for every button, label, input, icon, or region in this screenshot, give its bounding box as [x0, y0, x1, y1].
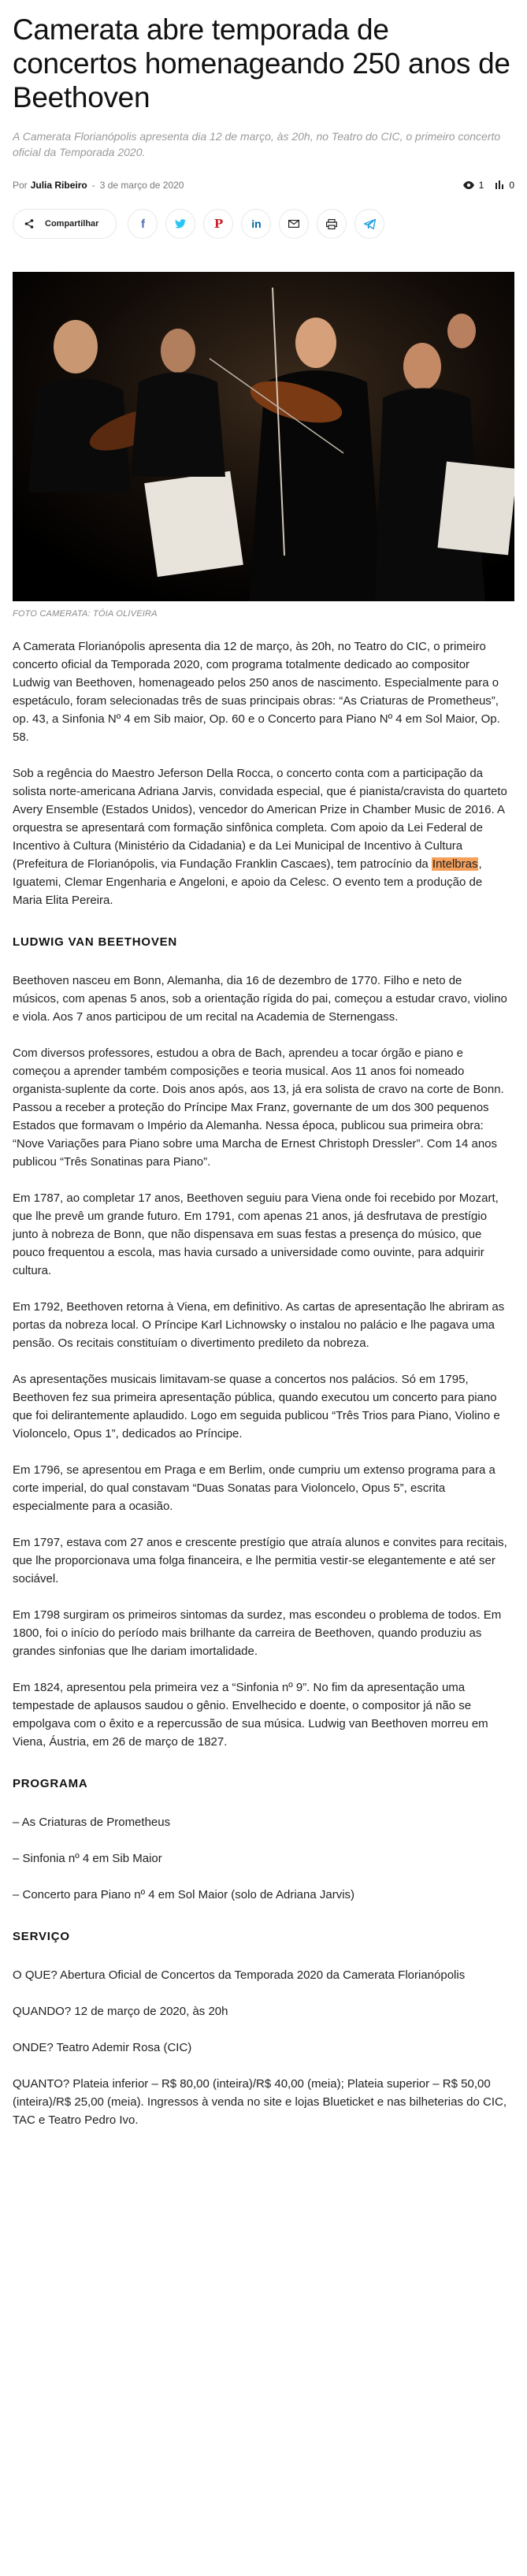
sponsor-link-intelbras[interactable]: Intelbras — [432, 857, 478, 871]
paragraph: Em 1824, apresentou pela primeira vez a “Sinfonia nº 9”. No fim da apresentação uma tempestade de aplausos saudou o gênio. Envelhecido e doente, o compositor já não se empolgava com o êxito e a repercussão de sua música. Ludwig van Beethoven morreu em Viena, Áustria, em 26 de março de 1827. — [13, 1681, 488, 1749]
section-heading-servico: SERVIÇO — [13, 1930, 70, 1943]
article-meta — [13, 177, 514, 193]
share-button[interactable] — [13, 209, 117, 239]
service-item: QUANTO? Plateia inferior – R$ 80,00 (inteira)/R$ 40,00 (meia); Plateia superior – R$ 50,00 (inteira)/R$ 25,00 (meia). Ingressos à venda no site e lojas Blueticket e nas bilheterias do CIC, TAC e Teatro Pedro Ivo. — [13, 2077, 507, 2127]
paragraph: Em 1792, Beethoven retorna à Viena, em definitivo. As cartas de apresentação lhe abriram as portas da nobreza local. O Príncipe Karl Lichnowsky o instalou no palácio e lhe pagava uma pensão. Os recitais constituíam o divertimento predileto da nobreza. — [13, 1300, 505, 1350]
paragraph: Em 1797, estava com 27 anos e crescente prestígio que atraía alunos e convites para recitais, que lhe proporcionava uma folga financeira, e lhe permitia vestir-se elegantemente e até ser sociável. — [13, 1536, 507, 1585]
share-twitter-button[interactable] — [165, 209, 195, 239]
article-stats — [463, 180, 514, 191]
share-facebook-button[interactable] — [128, 209, 158, 239]
comments-count: 0 — [509, 180, 514, 191]
share-email-button[interactable] — [279, 209, 309, 239]
paragraph-sponsors — [13, 764, 510, 909]
share-pinterest-button[interactable] — [203, 209, 233, 239]
linkedin-icon: in — [251, 217, 262, 230]
paragraph: Em 1798 surgiram os primeiros sintomas da surdez, mas escondeu o problema de todos. Em 1800, foi o início do período mais brilhante da carreira de Beethoven, quando produziu as grandes sinfonias que lhe dariam imortalidade. — [13, 1608, 502, 1658]
eye-icon — [463, 181, 474, 189]
author-link[interactable]: Julia Ribeiro — [30, 180, 87, 191]
paragraph-text: , Iguatemi, Clemar Engenharia e Angeloni, e apoio da Celesc. O evento tem a produção de Maria Elita Pereira. — [13, 857, 483, 907]
article-photo — [13, 272, 514, 601]
paragraph: Em 1796, se apresentou em Praga e em Berlim, onde cumpriu um extenso programa para a corte imperial, do qual constavam “Duas Sonatas para Violoncelo, Opus 5”, escrita especialmente para a ocasião. — [13, 1463, 495, 1513]
paragraph: A Camerata Florianópolis apresenta dia 12 de março, às 20h, no Teatro do CIC, o primeiro concerto oficial da Temporada 2020, com programa totalmente dedicado ao compositor Ludwig van Beethoven, homenageado pelos 250 anos de nascimento. Especialmente para o espetáculo, foram selecionadas três de suas principais obras: “As Criaturas de Prometheus”, op. 43, a Sinfonia Nº 4 em Sib maior, Op. 60 e o Concerto para Piano Nº 4 em Sol Maior, Op. 58. — [13, 640, 500, 744]
paragraph: Beethoven nasceu em Bonn, Alemanha, dia 16 de dezembro de 1770. Filho e neto de músicos, com apenas 5 anos, sob a orientação rígida do pai, começou a estudar cravo, violino e viola. Aos 7 anos participou de um recital na Academia de Sternengass. — [13, 974, 507, 1024]
pinterest-icon: P — [213, 217, 224, 231]
orchestra-photo-illustration — [13, 272, 514, 601]
program-item: – Concerto para Piano nº 4 em Sol Maior (solo de Adriana Jarvis) — [13, 1888, 355, 1901]
program-item: – As Criaturas de Prometheus — [13, 1816, 171, 1829]
article-subtitle: A Camerata Florianópolis apresenta dia 12 de março, às 20h, no Teatro do CIC, o primeiro concerto oficial da Temporada 2020. — [13, 130, 501, 158]
share-telegram-button[interactable] — [354, 209, 384, 239]
share-print-button[interactable] — [317, 209, 347, 239]
service-item: ONDE? Teatro Ademir Rosa (CIC) — [13, 2041, 192, 2054]
comments-stat[interactable] — [495, 180, 514, 191]
paragraph: As apresentações musicais limitavam-se quase a concertos nos palácios. Só em 1795, Beethoven fez sua primeira apresentação pública, quando executou um concerto para piano que foi delirantemente aplaudido. Logo em seguida publicou “Três Trios para Piano, Violino e Violoncelo, Opus 1”, dedicados ao Príncipe. — [13, 1373, 500, 1440]
photo-caption: FOTO CAMERATA: TÓIA OLIVEIRA — [13, 609, 158, 619]
paragraph-text: Sob a regência do Maestro Jeferson Della Rocca, o concerto conta com a participação da solista norte-americana Adriana Jarvis, convidada especial, que é pianista/cravista do quarteto Avery Ensemble (Estados Unidos), vencedor do American Prize in Chamber Music de 2016. A orquestra se apresentará com formação sinfônica completa. Com apoio da Lei Federal de Incentivo à Cultura (Ministério da Cidadania) e da Lei Municipal de Incentivo à Cultura (Prefeitura de Florianópolis, via Fundação Franklin Cascaes), tem patrocínio da — [13, 767, 507, 871]
service-item: O QUE? Abertura Oficial de Concertos da Temporada 2020 da Camerata Florianópolis — [13, 1968, 466, 1982]
facebook-icon: f — [140, 217, 145, 231]
share-icon — [24, 219, 34, 229]
email-icon — [288, 220, 299, 228]
comments-icon — [495, 180, 504, 190]
views-count: 1 — [478, 180, 484, 191]
publish-date: 3 de março de 2020 — [99, 180, 184, 191]
section-heading-programa: PROGRAMA — [13, 1777, 88, 1790]
section-heading-ludwig: LUDWIG VAN BEETHOVEN — [13, 935, 178, 949]
share-linkedin-button[interactable] — [241, 209, 271, 239]
print-icon — [326, 219, 337, 229]
telegram-icon — [364, 219, 376, 229]
paragraph: Com diversos professores, estudou a obra de Bach, aprendeu a tocar órgão e piano e começou a aprender também composições e teoria musical. Aos 11 anos foi nomeado organista-suplente da corte. Dois anos após, aos 13, já era solista de cravo na corte de Bonn. Passou a receber a proteção do Príncipe Max Franz, governante de um dos 300 pequenos Estados que formavam o Império da Alemanha. Nessa época, publicou sua primeira obra: “Nove Variações para Piano sobre uma Marcha de Ernest Christoph Dressler”. Com 14 anos publicou “Três Sonatinas para Piano”. — [13, 1046, 504, 1169]
meta-separator: - — [91, 180, 95, 191]
share-bar — [13, 209, 514, 239]
service-item: QUANDO? 12 de março de 2020, às 20h — [13, 2005, 228, 2018]
paragraph: Em 1787, ao completar 17 anos, Beethoven seguiu para Viena onde foi recebido por Mozart, que lhe prevê um grande futuro. Em 1791, com apenas 21 anos, já desfrutava de prestígio junto à nobreza de Bonn, que não dispensava em suas festas a presença do músico, que pouco frequentou a escola, mas havia cursado a universidade como ouvinte, para adquirir cultura. — [13, 1191, 499, 1277]
program-item: – Sinfonia nº 4 em Sib Maior — [13, 1852, 162, 1865]
share-label: Compartilhar — [45, 219, 99, 229]
views-stat — [463, 180, 484, 191]
article-body — [13, 637, 514, 2129]
twitter-icon — [175, 219, 186, 229]
byline-prefix: Por — [13, 180, 28, 191]
article-title: Camerata abre temporada de concertos homenageando 250 anos de Beethoven — [13, 13, 510, 113]
